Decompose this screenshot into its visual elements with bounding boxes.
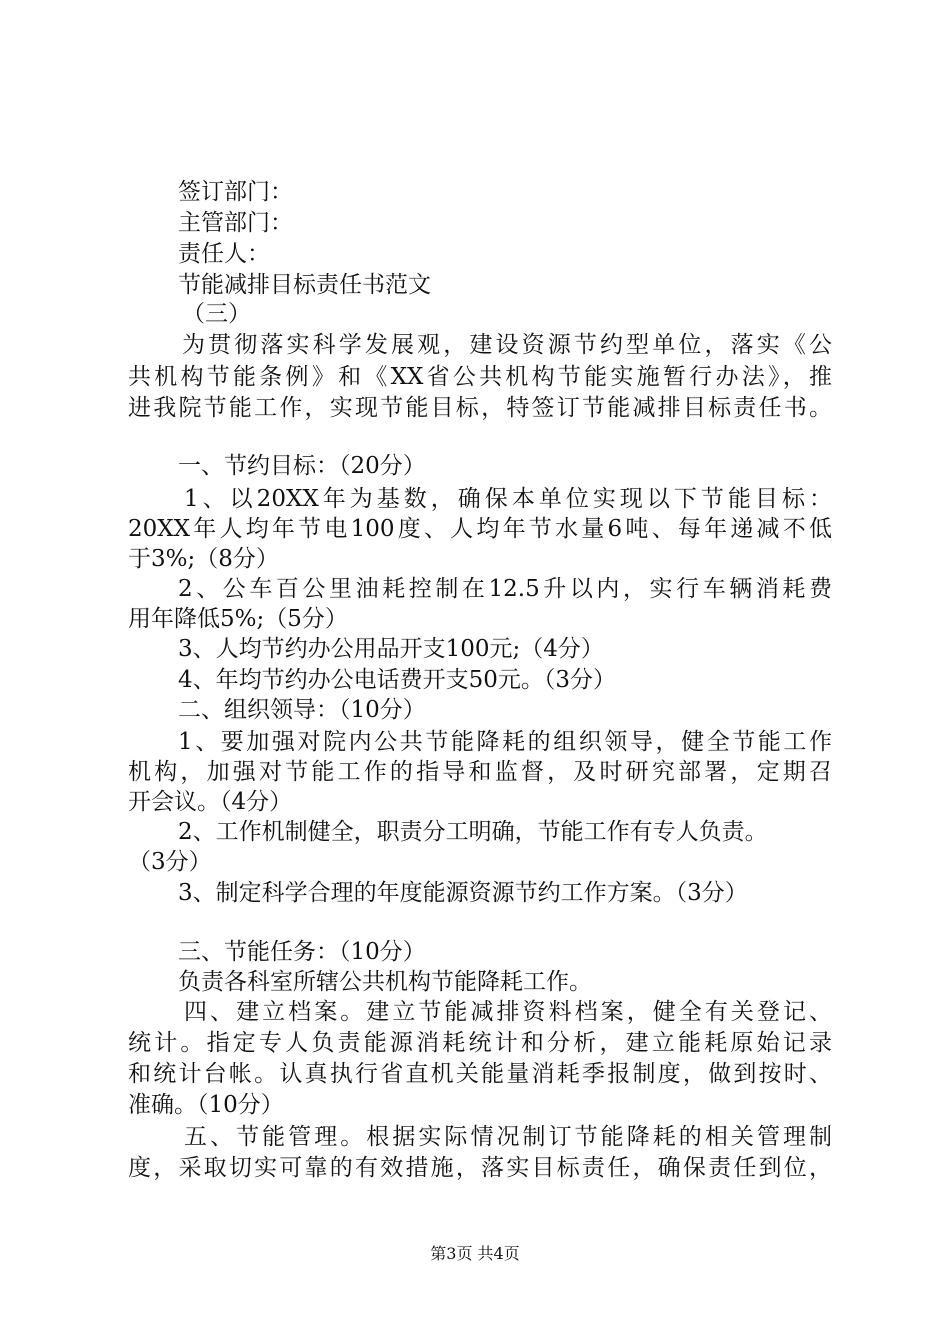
text-line: 责任人： bbox=[178, 241, 270, 267]
text-line: 共机构节能条例》和《XX省公共机构节能实施暂行办法》，推 bbox=[128, 364, 832, 390]
text-line: 和统计台帐。认真执行省直机关能量消耗季报制度，做到按时、 bbox=[128, 1061, 832, 1087]
page-footer: 第3页 共4页 bbox=[430, 1244, 520, 1263]
text-line: 1、要加强对院内公共节能降耗的组织领导，健全节能工作 bbox=[178, 729, 832, 755]
text-line: 于3%;（8分） bbox=[128, 546, 279, 572]
text-line: 准确。（10分） bbox=[128, 1092, 284, 1118]
text-line: 一、节约目标：（20分） bbox=[178, 453, 426, 479]
text-line: 3、人均节约办公用品开支100元;（4分） bbox=[178, 636, 604, 662]
text-line: 1、以20XX年为基数，确保本单位实现以下节能目标： bbox=[184, 486, 832, 512]
text-line: 主管部门： bbox=[178, 210, 293, 236]
text-line: 开会议。（4分） bbox=[128, 789, 293, 815]
text-line: 度，采取切实可靠的有效措施，落实目标责任，确保责任到位， bbox=[128, 1155, 832, 1181]
text-line: 2、工作机制健全，职责分工明确，节能工作有专人负责。 bbox=[178, 819, 768, 845]
text-line: 4、年均节约办公电话费开支50元。（3分） bbox=[178, 667, 617, 693]
text-line: （三） bbox=[182, 301, 251, 327]
text-line: 五、节能管理。根据实际情况制订节能降耗的相关管理制 bbox=[184, 1124, 832, 1150]
text-line: 进我院节能工作，实现节能目标，特签订节能减排目标责任书。 bbox=[128, 395, 832, 421]
text-line: 负责各科室所辖公共机构节能降耗工作。 bbox=[178, 969, 592, 995]
text-line: 为贯彻落实科学发展观，建设资源节约型单位，落实《公 bbox=[182, 332, 832, 358]
text-line: 四、建立档案。建立节能减排资料档案，健全有关登记、 bbox=[184, 999, 832, 1025]
text-line: 节能减排目标责任书范文 bbox=[178, 272, 431, 298]
text-line: 统计。指定专人负责能源消耗统计和分析，建立能耗原始记录 bbox=[128, 1030, 832, 1056]
text-line: 三、节能任务：（10分） bbox=[178, 939, 426, 965]
text-line: 签订部门： bbox=[178, 179, 293, 205]
text-line: 用年降低5%;（5分） bbox=[128, 606, 348, 632]
text-line: （3分） bbox=[128, 849, 212, 875]
text-line: 20XX年人均年节电100度、人均年节水量6吨、每年递减不低 bbox=[128, 516, 832, 542]
text-line: 2、公车百公里油耗控制在12.5升以内，实行车辆消耗费 bbox=[178, 576, 832, 602]
text-line: 机构，加强对节能工作的指导和监督，及时研究部署，定期召 bbox=[128, 759, 832, 785]
text-line: 3、制定科学合理的年度能源资源节约工作方案。（3分） bbox=[178, 880, 748, 906]
text-line: 二、组织领导：（10分） bbox=[178, 697, 426, 723]
